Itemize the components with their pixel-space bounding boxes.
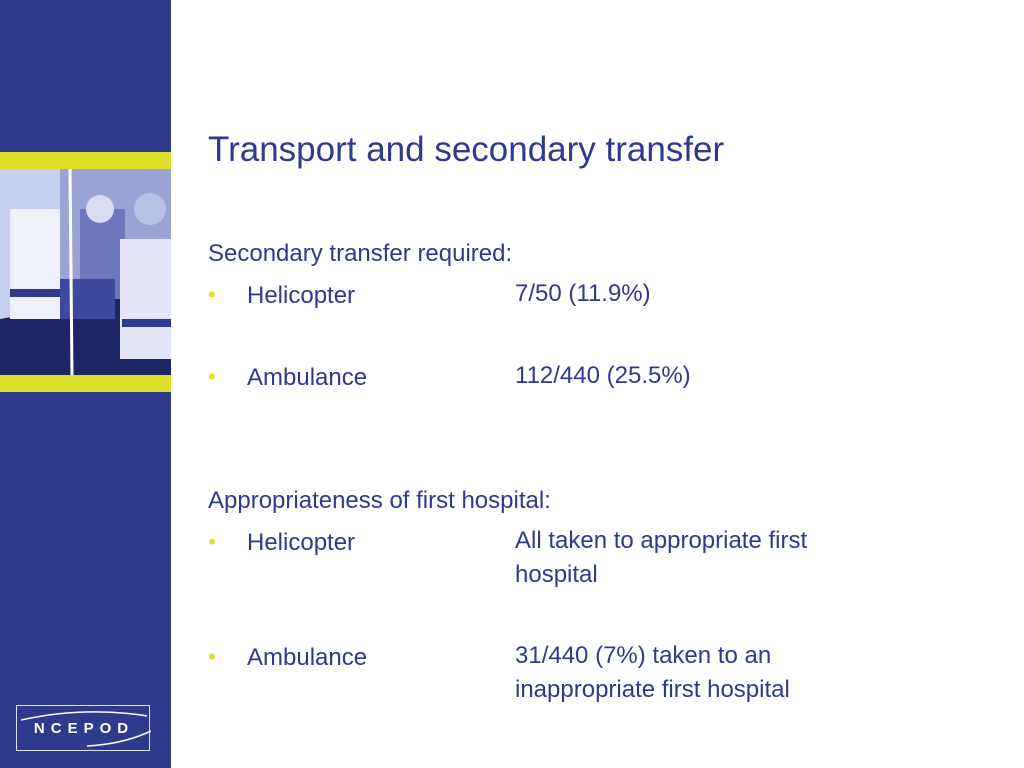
ncepod-logo (16, 705, 150, 751)
paramedics-photo (0, 169, 171, 375)
yellow-band-bottom (0, 375, 171, 392)
slide-title: Transport and secondary transfer (208, 130, 725, 169)
paramedics-photo-illustration (0, 169, 171, 375)
section-heading-secondary-transfer: Secondary transfer required: (208, 240, 513, 267)
item-label: Helicopter (247, 529, 356, 556)
logo-swoosh-icon (17, 706, 151, 752)
item-label: Helicopter (247, 282, 356, 309)
item-value: All taken to appropriate first hospital (515, 527, 808, 588)
bullet-icon: • (208, 529, 216, 554)
yellow-band-top (0, 152, 171, 169)
item-label: Ambulance (247, 644, 368, 671)
bullet-icon: • (208, 644, 216, 669)
item-value: 7/50 (11.9%) (515, 280, 651, 307)
item-value: 112/440 (25.5%) (515, 362, 691, 389)
logo-wordmark: NCEPOD (33, 720, 135, 737)
bullet-icon: • (208, 364, 216, 389)
sidebar-panel (0, 0, 171, 768)
bullet-icon: • (208, 282, 216, 307)
item-label: Ambulance (247, 364, 368, 391)
section-heading-appropriateness: Appropriateness of first hospital: (208, 487, 551, 514)
item-value: 31/440 (7%) taken to an inappropriate first hospital (515, 642, 790, 703)
